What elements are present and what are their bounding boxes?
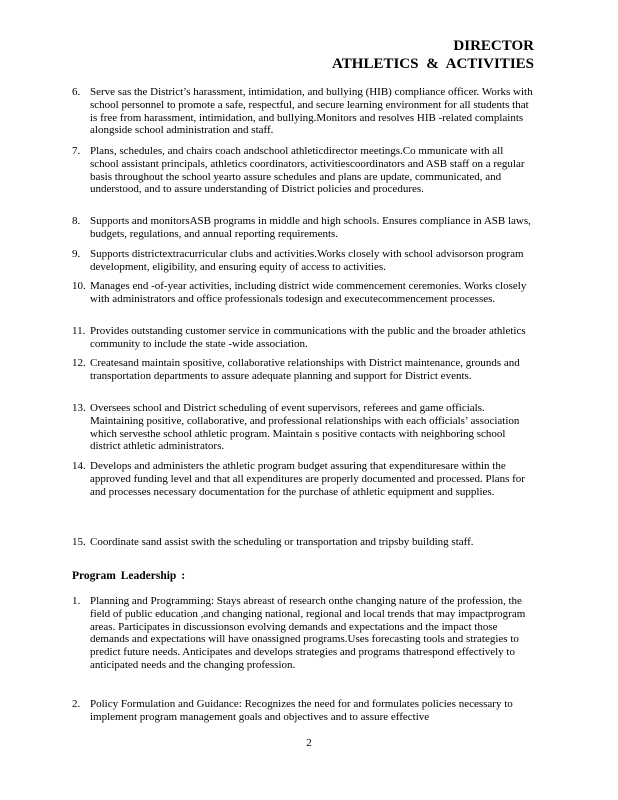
leadership-number: 1. [72,595,81,607]
duty-number: 12. [72,357,86,369]
duty-item-14 [72,460,534,498]
document-header [332,37,534,73]
leadership-item-1 [72,595,534,672]
header-title-director: DIRECTOR [453,38,534,54]
duty-text: Supports districtextracurricular clubs and activities.Works closely with school advisorson program development, eligibility, and ensuring equity of access to activities. [90,248,524,273]
duty-item-10 [72,280,534,306]
duty-number: 13. [72,402,86,414]
duty-number: 9. [72,248,81,260]
duty-text: Plans, schedules, and chairs coach andschool athleticdirector meetings.Co mmunicate with all school assistant principals, athletics coordinators, activitiescoordinators and ASB staff on a regular basis throughout the school yearto assure schedules and plans are update, communicated, and understood, and to assure understanding of District policies and procedures. [90,145,525,196]
duty-item-9 [72,248,534,274]
duty-item-11 [72,325,534,351]
duty-item-15 [72,536,534,549]
program-leadership-heading: Program Leadership : [72,570,186,582]
duty-number: 6. [72,86,81,98]
duty-text: Supports and monitorsASB programs in middle and high schools. Ensures compliance in ASB laws, budgets, regulations, and annual reporting requirements. [90,215,531,240]
page-number: 2 [306,737,312,749]
leadership-text: Policy Formulation and Guidance: Recognizes the need for and formulates policies necessary to implement program management goals and objectives and to assure effective [90,698,513,723]
duty-text: Manages end -of-year activities, including district wide commencement ceremonies. Works closely with administrators and office professionals todesign and executecommencement processes. [90,280,527,305]
duty-number: 14. [72,460,86,472]
duty-item-8 [72,215,534,241]
duty-number: 8. [72,215,81,227]
duty-item-12 [72,357,534,383]
leadership-number: 2. [72,698,81,710]
duty-number: 11. [72,325,86,337]
duty-text: Oversees school and District scheduling of event supervisors, referees and game officials. Maintaining positive, collaborative, and professional relationships with each officials’ association which servesthe school athletic program. Maintain s positive contacts with neighboring school district athletic administrators. [90,402,520,453]
leadership-item-2 [72,698,534,724]
duty-text: Develops and administers the athletic program budget assuring that expendituresare within the approved funding level and that all expenditures are properly documented and processed. Plans for and processes necessary documentation for the purchase of athletic equipment and supplies. [90,460,525,498]
duty-number: 15. [72,536,86,548]
duty-text: Coordinate sand assist swith the scheduling or transportation and tripsby building staff. [90,536,474,548]
duty-number: 10. [72,280,86,292]
duty-text: Serve sas the District’s harassment, intimidation, and bullying (HIB) compliance officer. Works with school personnel to promote a safe, respectful, and secure learning environment for all students that is free from harassment, intimidation, and bullying.Monitors and resolves HIB -related complaints alongside school administration and staff. [90,86,533,137]
duty-number: 7. [72,145,81,157]
duty-item-7 [72,145,534,196]
leadership-text: Planning and Programming: Stays abreast of research onthe changing nature of the profession, the field of public education ,and changing national, regional and local trends that may impactprogram areas. Participates in discussionson evolving demands and expectations and the impact those demands and expectations will have onassigned programs.Uses forecasting tools and strategies to predict future needs. Anticipates and develops strategies and programs thatrespond effectively to anticipated needs and the changing profession. [90,595,526,671]
duty-item-6 [72,86,534,137]
duty-text: Createsand maintain spositive, collaborative relationships with District maintenance, grounds and transportation departments to assure adequate planning and support for District events. [90,357,520,382]
duty-text: Provides outstanding customer service in communications with the public and the broader athletics community to include the state -wide association. [90,325,526,350]
header-title-athletics: ATHLETICS & ACTIVITIES [332,56,534,72]
duty-item-13 [72,402,534,453]
